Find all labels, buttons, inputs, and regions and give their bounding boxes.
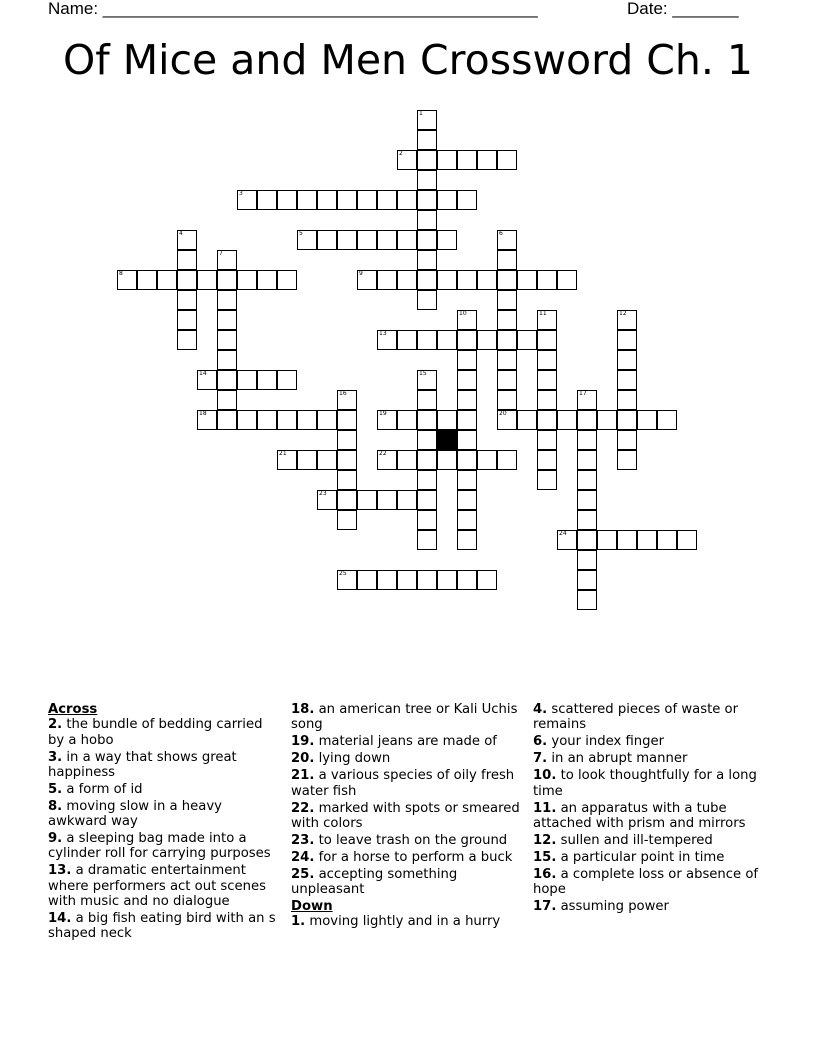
grid-cell[interactable]	[677, 530, 697, 550]
grid-cell[interactable]	[137, 270, 157, 290]
grid-cell[interactable]	[417, 210, 437, 230]
clue-across-24: 24. for a horse to perform a buck	[291, 849, 513, 865]
grid-cell[interactable]	[457, 530, 477, 550]
grid-cell[interactable]	[497, 390, 517, 410]
clue-across-22: 22. marked with spots or smeared with colors	[291, 800, 520, 831]
grid-cell[interactable]	[397, 230, 417, 250]
clue-number-label: 22	[379, 450, 387, 457]
grid-cell[interactable]	[197, 370, 217, 390]
grid-cell[interactable]	[417, 390, 437, 410]
grid-cell[interactable]	[417, 330, 437, 350]
grid-cell[interactable]	[477, 450, 497, 470]
grid-cell[interactable]	[417, 470, 437, 490]
grid-cell[interactable]	[617, 450, 637, 470]
grid-cell[interactable]	[437, 450, 457, 470]
grid-cell[interactable]	[337, 190, 357, 210]
grid-cell[interactable]	[617, 350, 637, 370]
grid-cell[interactable]	[417, 450, 437, 470]
grid-cell[interactable]	[157, 270, 177, 290]
grid-cell[interactable]	[217, 350, 237, 370]
clue-number-label: 4	[179, 230, 183, 237]
clue-number-label: 10	[459, 310, 467, 317]
clue-across-14: 14. a big fish eating bird with an s shaped neck	[48, 910, 276, 942]
grid-cell[interactable]	[377, 330, 397, 350]
clue-number-label: 20	[499, 410, 507, 417]
grid-cell[interactable]	[377, 410, 397, 430]
grid-cell[interactable]	[417, 290, 437, 310]
grid-cell[interactable]	[477, 150, 497, 170]
grid-cell[interactable]	[497, 350, 517, 370]
grid-cell[interactable]	[177, 310, 197, 330]
grid-cell[interactable]	[357, 230, 377, 250]
clue-number-label: 17	[579, 390, 587, 397]
grid-cell[interactable]	[417, 530, 437, 550]
grid-cell[interactable]	[457, 350, 477, 370]
clue-across-3: 3. in a way that shows great happiness	[48, 749, 237, 780]
grid-cell[interactable]	[517, 410, 537, 430]
grid-cell[interactable]	[457, 270, 477, 290]
grid-cell[interactable]	[537, 370, 557, 390]
grid-cell[interactable]	[557, 530, 577, 550]
grid-cell[interactable]	[497, 410, 517, 430]
grid-cell[interactable]	[657, 530, 677, 550]
grid-cell[interactable]	[437, 330, 457, 350]
grid-cell[interactable]	[577, 470, 597, 490]
clue-column-3	[533, 702, 765, 916]
grid-cell[interactable]	[337, 510, 357, 530]
grid-cell[interactable]	[457, 450, 477, 470]
grid-cell[interactable]	[537, 390, 557, 410]
name-field-line: Name: ______________________________________________	[48, 0, 538, 18]
clue-number-label: 9	[359, 270, 363, 277]
grid-cell[interactable]	[497, 310, 517, 330]
grid-cell[interactable]	[457, 490, 477, 510]
grid-cell[interactable]	[437, 150, 457, 170]
grid-cell[interactable]	[537, 270, 557, 290]
grid-cell[interactable]	[417, 170, 437, 190]
grid-cell[interactable]	[537, 410, 557, 430]
clue-number-label: 11	[539, 310, 547, 317]
grid-cell[interactable]	[337, 450, 357, 470]
grid-cell[interactable]	[457, 470, 477, 490]
grid-cell[interactable]	[417, 490, 437, 510]
grid-cell[interactable]	[317, 450, 337, 470]
grid-cell[interactable]	[337, 390, 357, 410]
grid-cell[interactable]	[197, 270, 217, 290]
grid-cell[interactable]	[417, 410, 437, 430]
grid-cell[interactable]	[237, 370, 257, 390]
grid-cell[interactable]	[177, 230, 197, 250]
grid-cell[interactable]	[597, 410, 617, 430]
clue-down-17: 17. assuming power	[533, 899, 669, 915]
clue-down-4: 4. scattered pieces of waste or remains	[533, 702, 739, 733]
clue-across-13: 13. a dramatic entertainment where performers act out scenes with music and no dialogue	[48, 863, 267, 909]
clue-number-label: 21	[279, 450, 287, 457]
grid-cell[interactable]	[337, 470, 357, 490]
grid-cell[interactable]	[257, 370, 277, 390]
grid-cell[interactable]	[457, 310, 477, 330]
grid-cell[interactable]	[257, 190, 277, 210]
grid-cell[interactable]	[497, 330, 517, 350]
grid-cell[interactable]	[357, 270, 377, 290]
clue-across-25: 25. accepting something unpleasant	[291, 866, 458, 898]
grid-cell[interactable]	[537, 330, 557, 350]
grid-cell[interactable]	[377, 230, 397, 250]
clue-across-19: 19. material jeans are made of	[291, 734, 497, 750]
grid-cell[interactable]	[437, 270, 457, 290]
grid-cell[interactable]	[337, 230, 357, 250]
clue-column-2	[291, 702, 523, 931]
grid-cell[interactable]	[637, 530, 657, 550]
grid-cell[interactable]	[617, 330, 637, 350]
clue-number-label: 16	[339, 390, 347, 397]
grid-cell[interactable]	[577, 590, 597, 610]
grid-cell[interactable]	[317, 190, 337, 210]
grid-cell[interactable]	[577, 530, 597, 550]
grid-cell[interactable]	[417, 430, 437, 450]
grid-cell[interactable]	[237, 190, 257, 210]
grid-cell[interactable]	[577, 570, 597, 590]
grid-cell[interactable]	[437, 410, 457, 430]
grid-cell[interactable]	[317, 410, 337, 430]
grid-cell[interactable]	[577, 450, 597, 470]
grid-cell[interactable]	[417, 150, 437, 170]
grid-cell[interactable]	[517, 330, 537, 350]
grid-cell[interactable]	[357, 190, 377, 210]
grid-cell[interactable]	[537, 350, 557, 370]
grid-cell[interactable]	[217, 250, 237, 270]
grid-cell[interactable]	[217, 310, 237, 330]
grid-cell[interactable]	[537, 310, 557, 330]
grid-cell[interactable]	[617, 310, 637, 330]
grid-cell[interactable]	[497, 150, 517, 170]
grid-cell[interactable]	[257, 410, 277, 430]
clue-number-label: 8	[119, 270, 123, 277]
grid-cell[interactable]	[377, 190, 397, 210]
grid-cell[interactable]	[397, 450, 417, 470]
grid-cell[interactable]	[617, 370, 637, 390]
grid-cell[interactable]	[417, 570, 437, 590]
clue-down-7: 7. in an abrupt manner	[533, 751, 688, 767]
grid-cell[interactable]	[397, 150, 417, 170]
grid-cell[interactable]	[397, 490, 417, 510]
clue-number-label: 3	[239, 190, 243, 197]
grid-cell[interactable]	[437, 230, 457, 250]
page-title: Of Mice and Men Crossword Ch. 1	[62, 36, 754, 84]
grid-cell[interactable]	[217, 390, 237, 410]
grid-cell[interactable]	[297, 230, 317, 250]
clue-across-18: 18. an american tree or Kali Uchis song	[291, 702, 518, 733]
grid-cell[interactable]	[337, 570, 357, 590]
clue-number-label: 14	[199, 370, 207, 377]
grid-cell[interactable]	[557, 410, 577, 430]
clue-down-12: 12. sullen and ill-tempered	[533, 832, 713, 848]
grid-cell[interactable]	[557, 270, 577, 290]
grid-cell[interactable]	[357, 570, 377, 590]
clue-number-label: 6	[499, 230, 503, 237]
clue-number-label: 15	[419, 370, 427, 377]
grid-cell[interactable]	[577, 430, 597, 450]
grid-cell[interactable]	[317, 490, 337, 510]
grid-cell[interactable]	[397, 410, 417, 430]
grid-cell[interactable]	[477, 270, 497, 290]
grid-cell[interactable]	[497, 250, 517, 270]
clue-number-label: 5	[299, 230, 303, 237]
clue-down-1: 1. moving lightly and in a hurry	[291, 914, 501, 930]
grid-cell[interactable]	[497, 450, 517, 470]
grid-cell[interactable]	[577, 550, 597, 570]
grid-cell[interactable]	[517, 270, 537, 290]
grid-cell[interactable]	[417, 510, 437, 530]
grid-cell[interactable]	[397, 330, 417, 350]
grid-cell[interactable]	[477, 330, 497, 350]
grid-cell[interactable]	[617, 390, 637, 410]
clue-number-label: 13	[379, 330, 387, 337]
clue-across-8: 8. moving slow in a heavy awkward way	[48, 798, 222, 830]
grid-cell[interactable]	[177, 250, 197, 270]
clue-number-label: 1	[419, 110, 423, 117]
grid-cell[interactable]	[337, 410, 357, 430]
grid-cell[interactable]	[277, 410, 297, 430]
across-heading: Across	[48, 702, 98, 717]
grid-cell[interactable]	[457, 410, 477, 430]
grid-cell[interactable]	[277, 370, 297, 390]
clue-number-label: 12	[619, 310, 627, 317]
grid-cell[interactable]	[437, 190, 457, 210]
clue-down-10: 10. to look thoughtfully for a long time	[533, 768, 757, 799]
grid-cell[interactable]	[417, 110, 437, 130]
grid-cell[interactable]	[577, 410, 597, 430]
grid-cell[interactable]	[357, 490, 377, 510]
grid-cell[interactable]	[297, 190, 317, 210]
grid-cell[interactable]	[277, 450, 297, 470]
clue-column-1	[48, 702, 278, 943]
grid-cell[interactable]	[237, 270, 257, 290]
grid-cell[interactable]	[597, 530, 617, 550]
grid-cell[interactable]	[177, 290, 197, 310]
clue-across-9: 9. a sleeping bag made into a cylinder roll for carrying purposes	[48, 831, 271, 862]
clue-across-21: 21. a various species of oily fresh water fish	[291, 768, 515, 799]
grid-cell[interactable]	[437, 570, 457, 590]
clue-down-16: 16. a complete loss or absence of hope	[533, 866, 759, 898]
grid-cell[interactable]	[217, 330, 237, 350]
grid-cell[interactable]	[417, 190, 437, 210]
clue-across-23: 23. to leave trash on the ground	[291, 832, 508, 848]
grid-cell[interactable]	[417, 130, 437, 150]
grid-cell[interactable]	[457, 390, 477, 410]
grid-cell[interactable]	[457, 330, 477, 350]
grid-cell[interactable]	[377, 450, 397, 470]
grid-cell[interactable]	[577, 510, 597, 530]
grid-cell[interactable]	[537, 470, 557, 490]
grid-cell[interactable]	[197, 410, 217, 430]
grid-cell[interactable]	[397, 570, 417, 590]
grid-cell[interactable]	[177, 330, 197, 350]
grid-cell[interactable]	[537, 430, 557, 450]
grid-cell[interactable]	[297, 450, 317, 470]
clue-number-label: 23	[319, 490, 327, 497]
grid-cell[interactable]	[217, 290, 237, 310]
clue-down-11: 11. an apparatus with a tube attached with prism and mirrors	[533, 800, 746, 831]
grid-cell[interactable]	[377, 270, 397, 290]
date-field-line: Date: _______	[627, 0, 739, 18]
grid-cell[interactable]	[497, 290, 517, 310]
clue-across-2: 2. the bundle of bedding carried by a hobo	[48, 717, 263, 748]
grid-cell[interactable]	[217, 270, 237, 290]
grid-cell[interactable]	[417, 230, 437, 250]
clue-across-5: 5. a form of id	[48, 781, 143, 797]
grid-cell[interactable]	[577, 490, 597, 510]
grid-cell[interactable]	[457, 510, 477, 530]
clue-number-label: 18	[199, 410, 207, 417]
grid-cell[interactable]	[497, 370, 517, 390]
grid-cell[interactable]	[657, 410, 677, 430]
grid-cell[interactable]	[477, 570, 497, 590]
grid-cell[interactable]	[277, 190, 297, 210]
grid-cell[interactable]	[377, 570, 397, 590]
grid-cell[interactable]	[457, 430, 477, 450]
grid-cell[interactable]	[217, 410, 237, 430]
grid-cell[interactable]	[417, 270, 437, 290]
grid-cell[interactable]	[537, 450, 557, 470]
grid-cell[interactable]	[337, 490, 357, 510]
grid-cell[interactable]	[617, 410, 637, 430]
grid-cell[interactable]	[337, 430, 357, 450]
grid-cell[interactable]	[457, 570, 477, 590]
grid-cell[interactable]	[397, 190, 417, 210]
grid-cell[interactable]	[497, 270, 517, 290]
grid-cell[interactable]	[317, 230, 337, 250]
grid-cell[interactable]	[497, 230, 517, 250]
black-cell	[437, 430, 457, 450]
grid-cell[interactable]	[277, 270, 297, 290]
grid-cell[interactable]	[177, 270, 197, 290]
grid-cell[interactable]	[377, 490, 397, 510]
grid-cell[interactable]	[217, 370, 237, 390]
grid-cell[interactable]	[637, 410, 657, 430]
grid-cell[interactable]	[297, 410, 317, 430]
grid-cell[interactable]	[457, 370, 477, 390]
clue-number-label: 7	[219, 250, 223, 257]
grid-cell[interactable]	[457, 150, 477, 170]
clue-number-label: 24	[559, 530, 567, 537]
down-heading: Down	[291, 899, 333, 915]
grid-cell[interactable]	[577, 390, 597, 410]
clue-across-20: 20. lying down	[291, 751, 391, 767]
clue-number-label: 2	[399, 150, 403, 157]
clue-down-6: 6. your index finger	[533, 734, 665, 750]
grid-cell[interactable]	[397, 270, 417, 290]
grid-cell[interactable]	[417, 250, 437, 270]
grid-cell[interactable]	[257, 270, 277, 290]
clue-number-label: 25	[339, 570, 347, 577]
grid-cell[interactable]	[457, 190, 477, 210]
clue-number-label: 19	[379, 410, 387, 417]
grid-cell[interactable]	[237, 410, 257, 430]
clue-down-15: 15. a particular point in time	[533, 849, 725, 865]
grid-cell[interactable]	[417, 370, 437, 390]
grid-cell[interactable]	[617, 530, 637, 550]
grid-cell[interactable]	[617, 430, 637, 450]
grid-cell[interactable]	[117, 270, 137, 290]
